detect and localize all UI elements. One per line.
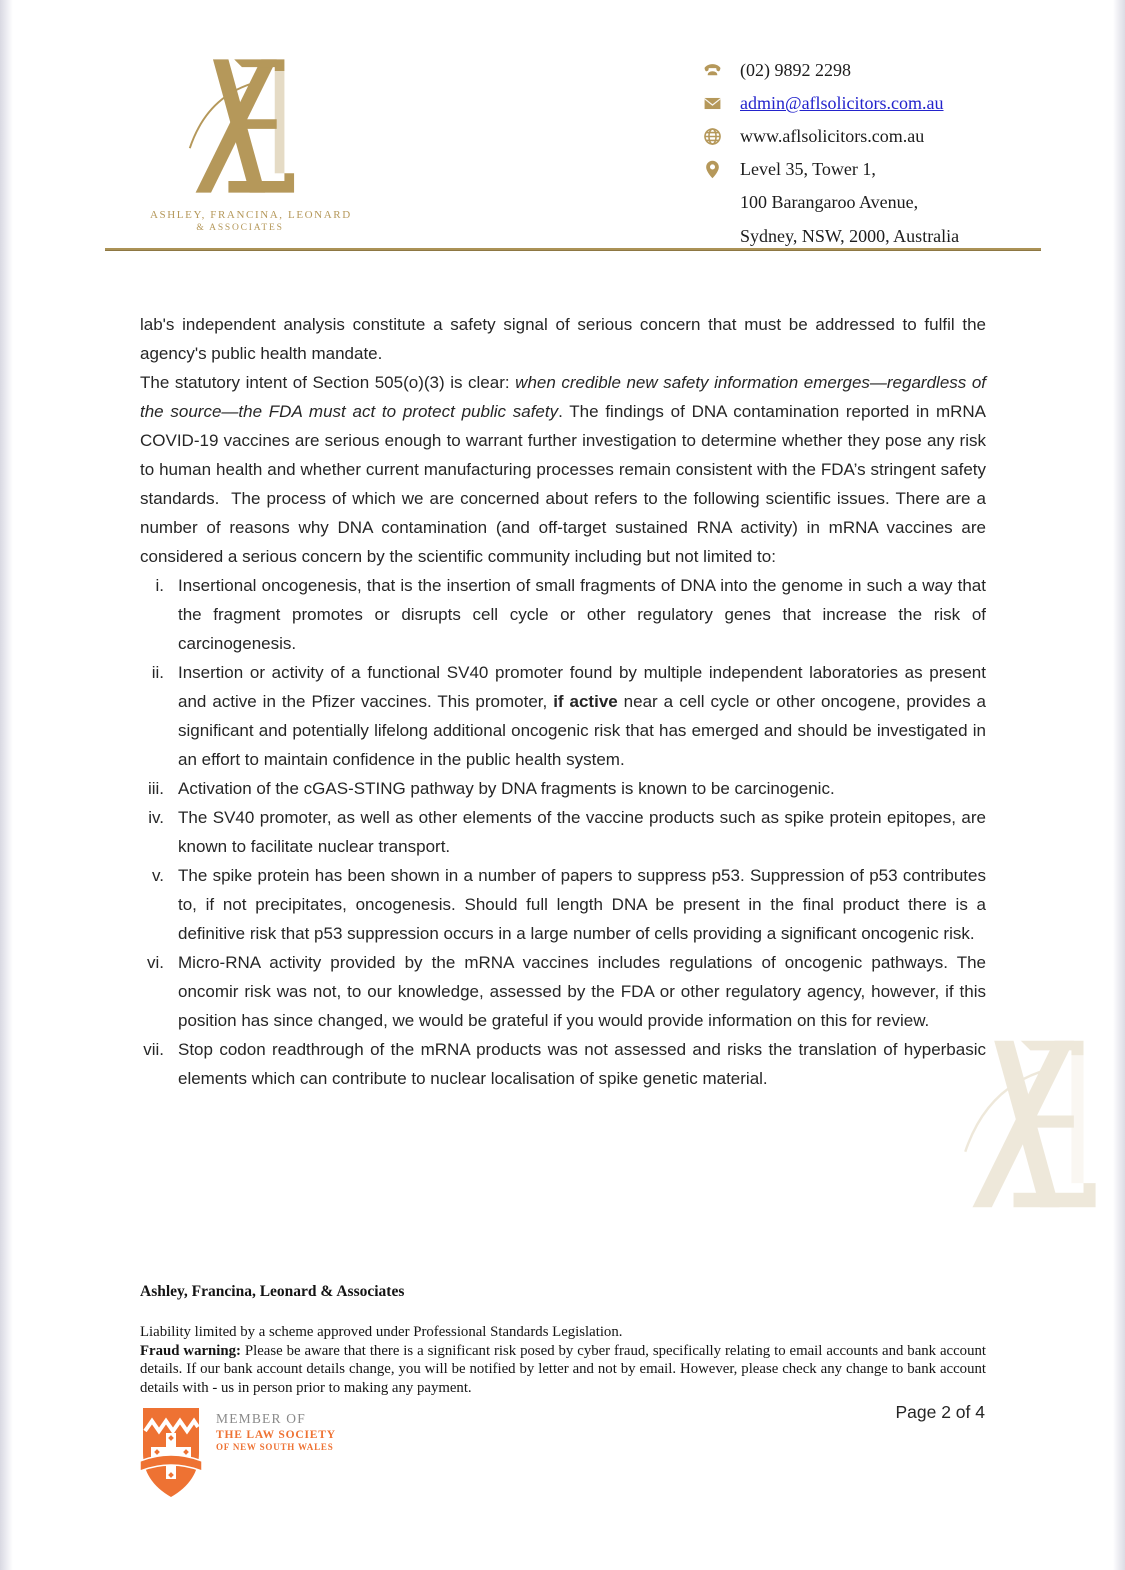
paragraph-1: lab's independent analysis constitute a safety signal of serious concern that must be addressed to fulfil the agency's public health mandate.	[140, 315, 986, 363]
law-society-line: THE LAW SOCIETY	[216, 1429, 336, 1441]
law-society-membership	[140, 1405, 336, 1500]
footer-firm-name: Ashley, Francina, Leonard & Associates	[140, 1283, 405, 1300]
website-row	[703, 126, 1103, 147]
member-text	[216, 1411, 336, 1500]
list-item-iv: iv. The SV40 promoter, as well as other elements of the vaccine products such as spike protein epitopes, are known to facilitate nuclear transport.	[140, 803, 986, 861]
paragraph-2: The statutory intent of Section 505(o)(3) is clear: when credible new safety information emerges—regardless of the source—the FDA must act to protect public safety. The findings of DNA contamination reported in mRNA COVID-19 vaccines are serious enough to warrant further investigation to determine whether they pose any risk to human health and whether current manufacturing processes remain consistent with the FDA’s stringent safety standards. The process of which we are concerned about refers to the following scientific issues. There are a number of reasons why DNA contamination (and off-target sustained RNA activity) in mRNA vaccines are considered a serious concern by the scientific community including but not limited to:	[140, 373, 987, 566]
nsw-line: OF NEW SOUTH WALES	[216, 1442, 334, 1452]
page-number: Page 2 of 4	[895, 1402, 985, 1422]
firm-name-line2: & ASSOCIATES	[196, 223, 284, 233]
italic-quote: when credible new safety information emerges—regardless of the source—the FDA must act to protect public safety	[140, 373, 987, 421]
fraud-warning-text: Please be aware that there is a significant risk posed by cyber fraud, specifically relating to email accounts and bank account details. If our bank account details change, you will be notified by letter and not by email. However, please check any change to bank account details with - us in person prior to making any payment.	[140, 1342, 986, 1396]
list-item-i: i. Insertional oncogenesis, that is the insertion of small fragments of DNA into the genome in such a way that the fragment promotes or disrupts cell cycle or other regulatory genes that increase the risk of carcinogenesis.	[140, 571, 986, 658]
phone-icon	[703, 61, 722, 80]
liability-note: Liability limited by a scheme approved under Professional Standards Legislation.	[140, 1324, 623, 1340]
list-marker: vi.	[147, 953, 164, 972]
address-row	[703, 159, 1103, 180]
list-item-iii: iii. Activation of the cGAS-STING pathway by DNA fragments is known to be carcinogenic.	[140, 774, 986, 803]
list-marker: iii.	[147, 779, 164, 798]
phone-row	[703, 60, 1103, 81]
location-pin-icon	[703, 160, 722, 179]
list-marker: ii.	[151, 663, 164, 682]
envelope-icon	[703, 94, 722, 113]
fraud-warning-label: Fraud warning:	[140, 1342, 241, 1359]
globe-icon	[703, 127, 722, 146]
page-edge-shadow-left	[0, 0, 13, 1570]
contact-block	[703, 60, 1103, 260]
email-link[interactable]: admin@aflsolicitors.com.au	[740, 93, 944, 113]
website-text: www.aflsolicitors.com.au	[740, 126, 925, 146]
firm-name-line1: ASHLEY, FRANCINA, LEONARD	[150, 209, 352, 221]
address-line-2: 100 Barangaroo Avenue,	[740, 192, 919, 212]
firm-logo	[150, 52, 352, 233]
phone-number: (02) 9892 2298	[740, 60, 851, 80]
list-item-vii: vii. Stop codon readthrough of the mRNA products was not assessed and risks the translation of hyperbasic elements which can contribute to nuclear localisation of spike genetic material.	[140, 1035, 986, 1093]
letter-footer	[140, 1283, 986, 1397]
list-item-vi: vi. Micro-RNA activity provided by the mRNA vaccines includes regulations of oncogenic pathways. The oncomir risk was not, to our knowledge, assessed by the FDA or other regulatory agency, however, if this position has since changed, we would be grateful if you would provide information on this for review.	[140, 948, 986, 1035]
member-of-line: MEMBER OF	[216, 1411, 306, 1426]
header-divider	[105, 248, 1041, 251]
address-line-1: Level 35, Tower 1,	[740, 159, 876, 179]
list-marker: v.	[152, 866, 164, 885]
firm-monogram-icon	[184, 52, 296, 200]
list-item-ii: ii. Insertion or activity of a functional SV40 promoter found by multiple independent laboratories as present and active in the Pfizer vaccines. This promoter, if active near a cell cycle or other oncogene, provides a significant and potentially lifelong additional oncogenic risk that has emerged and should be investigated in an effort to maintain confidence in the public health system.	[140, 658, 986, 774]
list-item-v: v. The spike protein has been shown in a number of papers to suppress p53. Suppression of p53 contributes to, if not precipitates, oncogenesis. Should full length DNA be present in the final product there is a definitive risk that p53 suppression occurs in a large number of cells providing a significant oncogenic risk.	[140, 861, 986, 948]
law-society-crest-icon	[140, 1405, 202, 1500]
letter-body	[140, 310, 986, 1093]
address-line-3: Sydney, NSW, 2000, Australia	[740, 226, 960, 246]
email-row	[703, 93, 1103, 114]
list-marker: vii.	[143, 1040, 164, 1059]
footer-disclaimer	[140, 1323, 986, 1397]
list-marker: i.	[155, 576, 164, 595]
list-marker: iv.	[148, 808, 164, 827]
page-edge-shadow-right	[1113, 0, 1125, 1570]
